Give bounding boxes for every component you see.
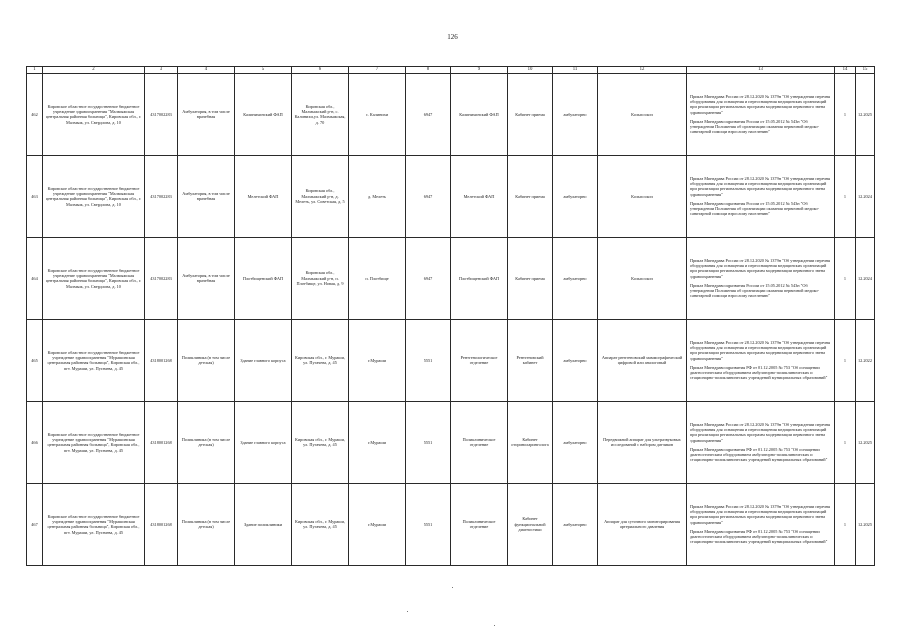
table-row <box>27 155 875 237</box>
column-number-row <box>27 67 875 74</box>
column-number: 5 <box>235 67 292 74</box>
scan-speck <box>407 611 408 612</box>
table-row <box>27 73 875 155</box>
quantity-cell: 1 <box>835 483 856 565</box>
deadline-cell: 12.2025 <box>856 401 875 483</box>
facility-type-cell: Амбулатория, в том числе врачебная <box>178 155 235 237</box>
care-condition-cell: амбулаторно <box>553 155 598 237</box>
address-cell: Кировская обл., Малмыжский р-н, п. Плотбище, ул. Новая, д. 9 <box>292 237 349 319</box>
structural-unit-cell: Здание поликлиники <box>235 483 292 565</box>
facility-type-cell: Поликлиника (в том числе детская) <box>178 319 235 401</box>
legal-basis-secondary: Приказ Минздравсоцразвития РФ от 01.12.2005 № 753 "Об оснащении диагностическим оборудованием амбулаторно-поликлинических и стационарно-поликлинических учреждений муниципальных образований" <box>690 364 828 381</box>
legal-basis-cell <box>687 155 835 237</box>
row-number: 463 <box>27 155 43 237</box>
column-number: 11 <box>553 67 598 74</box>
scan-speck <box>494 625 495 626</box>
settlement-cell: д. Мелеть <box>349 155 406 237</box>
table-row <box>27 319 875 401</box>
legal-basis-secondary: Приказ Минздравсоцразвития России от 15.05.2012 № 543н "Об утверждении Положения об организации оказания первичной медико-санитарной помощи взрослому населению" <box>690 282 820 299</box>
table-row <box>27 401 875 483</box>
legal-basis-primary: Приказ Минздрава России от 28.12.2020 № 1379н "Об утверждении перечня оборудования для оснащения и переоснащения медицинских организаций при реализации региональных программ модернизации первичного звена здравоохранения" <box>690 176 830 197</box>
row-number: 464 <box>27 237 43 319</box>
legal-basis-primary: Приказ Минздрава России от 28.12.2020 № 1379н "Об утверждении перечня оборудования для оснащения и переоснащения медицинских организаций при реализации региональных программ модернизации первичного звена здравоохранения" <box>690 94 830 115</box>
department-cell: Рентгенологическое отделение <box>451 319 508 401</box>
deadline-cell: 12.2025 <box>856 73 875 155</box>
legal-basis-cell <box>687 319 835 401</box>
care-condition-cell: амбулаторно <box>553 237 598 319</box>
organization-cell: Кировское областное государственное бюджетное учреждение здравоохранения "Малмыжская центральная районная больница", Кировская обл., г. Малмыж, ул. Свердлова, д. 10 <box>43 237 145 319</box>
legal-basis-cell <box>687 401 835 483</box>
inn-cell: 4318001268 <box>145 319 178 401</box>
legal-basis-secondary: Приказ Минздравсоцразвития РФ от 01.12.2005 № 753 "Об оснащении диагностическим оборудованием амбулаторно-поликлинических и стационарно-поликлинических учреждений муниципальных образований" <box>690 528 828 545</box>
column-number: 1 <box>27 67 43 74</box>
deadline-cell: 12.2024 <box>856 237 875 319</box>
deadline-cell: 12.2024 <box>856 155 875 237</box>
quantity-cell: 1 <box>835 237 856 319</box>
legal-basis-secondary: Приказ Минздравсоцразвития России от 15.05.2012 № 543н "Об утверждении Положения об организации оказания первичной медико-санитарной помощи взрослому населению" <box>690 118 820 135</box>
settlement-cell: с. Калинихи <box>349 73 406 155</box>
legal-basis-secondary: Приказ Минздравсоцразвития России от 15.05.2012 № 543н "Об утверждении Положения об организации оказания первичной медико-санитарной помощи взрослому населению" <box>690 200 820 217</box>
code-cell: 6947 <box>406 237 451 319</box>
column-number: 14 <box>835 67 856 74</box>
care-condition-cell: амбулаторно <box>553 73 598 155</box>
row-number: 466 <box>27 401 43 483</box>
deadline-cell: 12.2025 <box>856 483 875 565</box>
organization-cell: Кировское областное государственное бюджетное учреждение здравоохранения "Мурашинская центральная районная больница", Кировская обл., пгт. Мураши, ул. Пугачева, д. 45 <box>43 401 145 483</box>
organization-cell: Кировское областное государственное бюджетное учреждение здравоохранения "Малмыжская центральная районная больница", Кировская обл., г. Малмыж, ул. Свердлова, д. 10 <box>43 73 145 155</box>
room-cell: Кабинет приема <box>508 155 553 237</box>
address-cell: Кировская обл., г. Мураши, ул. Пугачева, д. 45 <box>292 401 349 483</box>
facility-type-cell: Амбулатория, в том числе врачебная <box>178 73 235 155</box>
department-cell: Плотбищенский ФАП <box>451 237 508 319</box>
column-number: 10 <box>508 67 553 74</box>
settlement-cell: п. Плотбище <box>349 237 406 319</box>
quantity-cell: 1 <box>835 401 856 483</box>
equipment-cell: Аппарат рентгеновский маммографический цифровой или аналоговый <box>598 319 687 401</box>
room-cell: Рентгеновский кабинет <box>508 319 553 401</box>
equipment-cell: Кольпоскоп <box>598 73 687 155</box>
column-number: 13 <box>687 67 835 74</box>
inn-cell: 4317002283 <box>145 237 178 319</box>
structural-unit-cell: Плотбищенский ФАП <box>235 237 292 319</box>
code-cell: 5551 <box>406 319 451 401</box>
address-cell: Кировская обл., Малмыжский р-н, с. Калинихи,ул. Малмыжская, д. 70 <box>292 73 349 155</box>
inn-cell: 4318001268 <box>145 401 178 483</box>
legal-basis-primary: Приказ Минздрава России от 28.12.2020 № 1379н "Об утверждении перечня оборудования для оснащения и переоснащения медицинских организаций при реализации региональных программ модернизации первичного звена здравоохранения" <box>690 340 830 361</box>
column-number: 9 <box>451 67 508 74</box>
structural-unit-cell: Здание главного корпуса <box>235 401 292 483</box>
column-number: 15 <box>856 67 875 74</box>
legal-basis-primary: Приказ Минздрава России от 28.12.2020 № 1379н "Об утверждении перечня оборудования для оснащения и переоснащения медицинских организаций при реализации региональных программ модернизации первичного звена здравоохранения" <box>690 258 830 279</box>
inn-cell: 4318001268 <box>145 483 178 565</box>
scan-speck <box>452 587 453 588</box>
quantity-cell: 1 <box>835 155 856 237</box>
department-cell: Поликлиническое отделение <box>451 483 508 565</box>
equipment-cell: Аппарат для суточного мониторирования артериального давления <box>598 483 687 565</box>
equipment-registry-table <box>26 66 875 566</box>
organization-cell: Кировское областное государственное бюджетное учреждение здравоохранения "Мурашинская центральная районная больница", Кировская обл., пгт. Мураши, ул. Пугачева, д. 45 <box>43 483 145 565</box>
column-number: 8 <box>406 67 451 74</box>
table-row <box>27 483 875 565</box>
facility-type-cell: Поликлиника (в том числе детская) <box>178 401 235 483</box>
inn-cell: 4317002283 <box>145 155 178 237</box>
quantity-cell: 1 <box>835 73 856 155</box>
row-number: 467 <box>27 483 43 565</box>
room-cell: Кабинет оториноларинголога <box>508 401 553 483</box>
page-number: 126 <box>447 33 458 41</box>
column-number: 6 <box>292 67 349 74</box>
address-cell: Кировская обл., Малмыжский р-н, д. Мелеть, ул. Советская, д. 5 <box>292 155 349 237</box>
care-condition-cell: амбулаторно <box>553 319 598 401</box>
deadline-cell: 12.2022 <box>856 319 875 401</box>
care-condition-cell: амбулаторно <box>553 483 598 565</box>
column-number: 12 <box>598 67 687 74</box>
column-number: 3 <box>145 67 178 74</box>
column-number: 2 <box>43 67 145 74</box>
row-number: 465 <box>27 319 43 401</box>
room-cell: Кабинет функциональной диагностики <box>508 483 553 565</box>
settlement-cell: г.Мураши <box>349 401 406 483</box>
table-row <box>27 237 875 319</box>
equipment-cell: Кольпоскоп <box>598 155 687 237</box>
facility-type-cell: Амбулатория, в том числе врачебная <box>178 237 235 319</box>
legal-basis-cell <box>687 483 835 565</box>
legal-basis-primary: Приказ Минздрава России от 28.12.2020 № 1379н "Об утверждении перечня оборудования для оснащения и переоснащения медицинских организаций при реализации региональных программ модернизации первичного звена здравоохранения" <box>690 504 830 525</box>
code-cell: 5551 <box>406 483 451 565</box>
code-cell: 6947 <box>406 73 451 155</box>
legal-basis-primary: Приказ Минздрава России от 28.12.2020 № 1379н "Об утверждении перечня оборудования для оснащения и переоснащения медицинских организаций при реализации региональных программ модернизации первичного звена здравоохранения" <box>690 422 830 443</box>
settlement-cell: г.Мураши <box>349 483 406 565</box>
legal-basis-secondary: Приказ Минздравсоцразвития РФ от 01.12.2005 № 753 "Об оснащении диагностическим оборудованием амбулаторно-поликлинических и стационарно-поликлинических учреждений муниципальных образований" <box>690 446 828 463</box>
address-cell: Кировская обл., г. Мураши, ул. Пугачева, д. 45 <box>292 319 349 401</box>
legal-basis-cell <box>687 237 835 319</box>
room-cell: Кабинет приема <box>508 73 553 155</box>
organization-cell: Кировское областное государственное бюджетное учреждение здравоохранения "Малмыжская центральная районная больница", Кировская обл., г. Малмыж, ул. Свердлова, д. 10 <box>43 155 145 237</box>
care-condition-cell: амбулаторно <box>553 401 598 483</box>
department-cell: Поликлиническое отделение <box>451 401 508 483</box>
row-number: 462 <box>27 73 43 155</box>
structural-unit-cell: Калинихинский ФАП <box>235 73 292 155</box>
legal-basis-cell <box>687 73 835 155</box>
equipment-cell: Передвижной аппарат для ультразвуковых исследований с набором датчиков <box>598 401 687 483</box>
quantity-cell: 1 <box>835 319 856 401</box>
structural-unit-cell: Здание главного корпуса <box>235 319 292 401</box>
organization-cell: Кировское областное государственное бюджетное учреждение здравоохранения "Мурашинская центральная районная больница", Кировская обл., пгт. Мураши, ул. Пугачева, д. 45 <box>43 319 145 401</box>
code-cell: 5551 <box>406 401 451 483</box>
equipment-cell: Кольпоскоп <box>598 237 687 319</box>
facility-type-cell: Поликлиника (в том числе детская) <box>178 483 235 565</box>
column-number: 7 <box>349 67 406 74</box>
column-number: 4 <box>178 67 235 74</box>
settlement-cell: г.Мураши <box>349 319 406 401</box>
department-cell: Калинихинский ФАП <box>451 73 508 155</box>
department-cell: Мелетский ФАП <box>451 155 508 237</box>
structural-unit-cell: Мелетский ФАП <box>235 155 292 237</box>
inn-cell: 4317002283 <box>145 73 178 155</box>
code-cell: 6947 <box>406 155 451 237</box>
room-cell: Кабинет приема <box>508 237 553 319</box>
address-cell: Кировская обл., г. Мураши, ул. Пугачева, д. 45 <box>292 483 349 565</box>
